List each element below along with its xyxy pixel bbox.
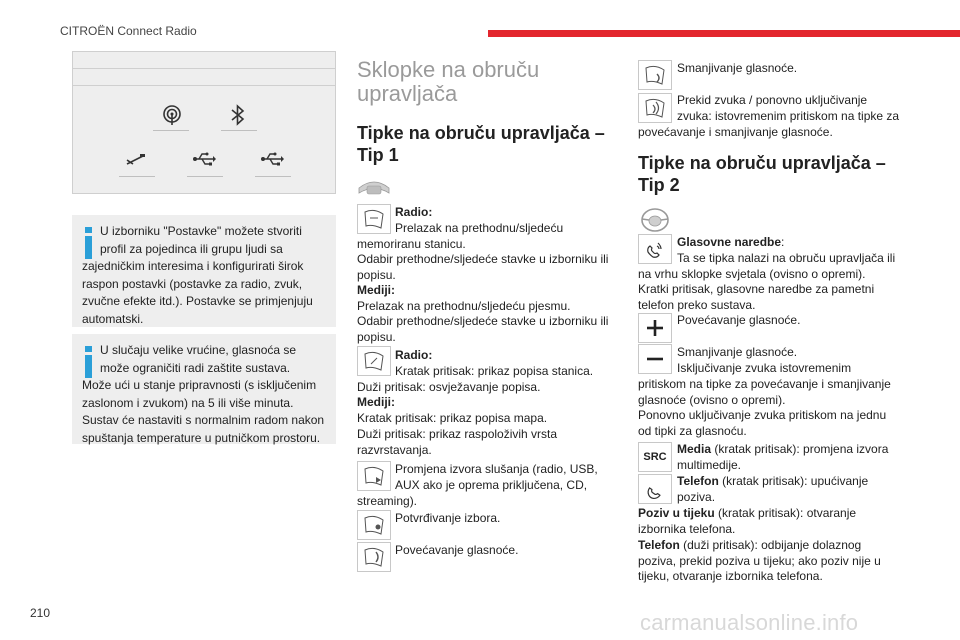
mute-rest: povećavanje i smanjivanje glasnoće. [638,125,833,139]
media2-b: Duži pritisak: prikaz raspoloživih vrsta razvrstavanja. [357,427,558,457]
usb-icon [187,142,221,176]
radio1-label: Radio: [395,205,433,219]
header-accent-bar [488,30,960,37]
steering-wheel-type1-icon [357,178,391,200]
underline [221,130,257,131]
info-icon [84,227,93,259]
tel-line2: poziva. [677,490,716,504]
radio-icon [155,98,189,132]
section-title: Sklopke na obruču upravljača [357,57,540,106]
media1-label: Mediji: [357,283,395,297]
confirm-text: Potvrđivanje izbora. [395,511,501,525]
volume-down-wheel-icon [638,60,672,90]
media1-a: Prelazak na prethodnu/sljedeću pjesmu. [357,299,571,313]
page-number: 210 [30,606,51,620]
radio2-b: Duži pritisak: osvježavanje popisa. [357,380,541,394]
list-button-icon [357,346,391,376]
source-line2: AUX ako je oprema priključena, CD, [395,478,588,492]
tel-line1 [677,474,868,490]
source-button-icon [357,461,391,491]
tel-text: (kratak pritisak): upućivanje [718,474,869,488]
info2-line1: U slučaju velike vrućine, glasnoća se [100,343,297,357]
info2-line2: može ograničiti radi zaštite sustava. [100,360,291,375]
watermark: carmanualsonline.info [640,610,859,635]
media-text: (kratak pritisak): promjena izvora [711,442,889,456]
media-line1 [677,442,888,458]
voice-label: Glasovne naredbe [677,235,782,249]
voice-colon: : [781,235,785,249]
info1-text: zajedničkim interesima i konfigurirati širok raspon postavki (postavke za radio, zvuk, zvučne efekte itd.). Postavke se primjenjuju automatski. [82,259,313,326]
confirm-button-icon [357,510,391,540]
radio-screen-illustration [72,51,336,194]
volume-up-wheel-icon [357,542,391,572]
radio1-b: Odabir prethodne/sljedeće stavke u izborniku ili popisu. [357,252,609,282]
col3-volume-down: Smanjivanje glasnoće. [677,61,798,75]
media2-a: Kratak pritisak: prikaz popisa mapa. [357,411,548,425]
tel2-label: Telefon [638,538,680,552]
tel-label: Telefon [677,474,719,488]
underline [119,176,155,177]
header-title: CITROËN Connect Radio [60,24,197,38]
info-box-heat [72,334,336,444]
voice-b: Kratki pritisak, glasovne naredbe za pametni telefon preko sustava. [638,282,875,312]
info1-line1: U izborniku "Postavke" možete stvoriti [100,224,302,238]
divider [73,85,335,86]
mute-line2: zvuka: istovremenim pritiskom na tipke za [677,109,900,123]
phone-icon [638,474,672,504]
usb-icon-2 [255,142,289,176]
media1-b: Odabir prethodne/sljedeće stavke u izborniku ili popisu. [357,314,609,344]
mute-wheel-icon [638,93,672,123]
seek-button-icon [357,204,391,234]
mute-line1: Prekid zvuka / ponovno uključivanje [677,93,868,107]
voice-line1: Ta se tipka nalazi na obruču upravljača ili [677,251,896,265]
media-label: Media [677,442,712,456]
type1-title: Tipke na obruču upravljača – Tip 1 [357,123,605,165]
info1-line2: profil za pojedinca ili grupu ljudi sa [100,241,283,256]
type1-volume-up: Povećavanje glasnoće. [395,543,519,557]
radio2-label: Radio: [395,348,433,362]
vol-down-line1: Smanjivanje glasnoće. [677,345,798,359]
bluetooth-icon [221,98,255,132]
aux-icon [119,142,153,176]
voice-command-icon [638,234,672,264]
voice-heading [677,235,784,251]
underline [255,176,291,177]
call-paragraph [638,506,900,537]
volume-up-icon [638,313,672,343]
radio1-rest: memoriranu stanicu. [357,237,466,251]
src-button-icon: SRC [638,442,672,472]
vol-down-rest: pritiskom na tipke za povećavanje i smanjivanje glasnoće (ovisno o opremi). [638,377,891,407]
radio2-line1: Kratak pritisak: prikaz popisa stanica. [395,364,594,378]
type2-title: Tipke na obruču upravljača – Tip 2 [638,153,886,195]
divider [73,68,335,69]
info2-text: Može ući u stanje pripravnosti (s isključenim zaslonom i zvukom) na 5 ili više minuta. Sustav će nastaviti s normalnim radom nakon spuštanja temperature u putničkom prostoru. [82,378,325,445]
type2-volume-up: Povećavanje glasnoće. [677,313,801,327]
radio1-line1: Prelazak na prethodnu/sljedeću [395,221,564,235]
underline [153,130,189,131]
call-label: Poziv u tijeku [638,506,715,520]
info-icon [84,346,93,378]
vol-down-b: Ponovno uključivanje zvuka pritiskom na jednu od tipki za glasnoću. [638,408,887,438]
media2-label: Mediji: [357,395,395,409]
vol-down-line2: Isključivanje zvuka istovremenim [677,361,852,375]
source-line1: Promjena izvora slušanja (radio, USB, [395,462,598,476]
steering-wheel-type2-icon [640,207,670,233]
media-line2: multimedije. [677,458,742,472]
underline [187,176,223,177]
tel2-paragraph [638,538,900,585]
info-box-profiles [72,215,336,327]
tel2-text: (duži pritisak): odbijanje dolaznog poziva, prekid poziva u tijeku; ako poziv nije u tijeku, otvaranje izbornika telefona. [638,538,881,583]
volume-down-icon [638,344,672,374]
source-rest: streaming). [357,494,418,508]
call-text: (kratak pritisak): otvaranje izbornika telefona. [638,506,857,536]
voice-rest: na vrhu sklopke svjetala (ovisno o opremi). [638,267,866,281]
